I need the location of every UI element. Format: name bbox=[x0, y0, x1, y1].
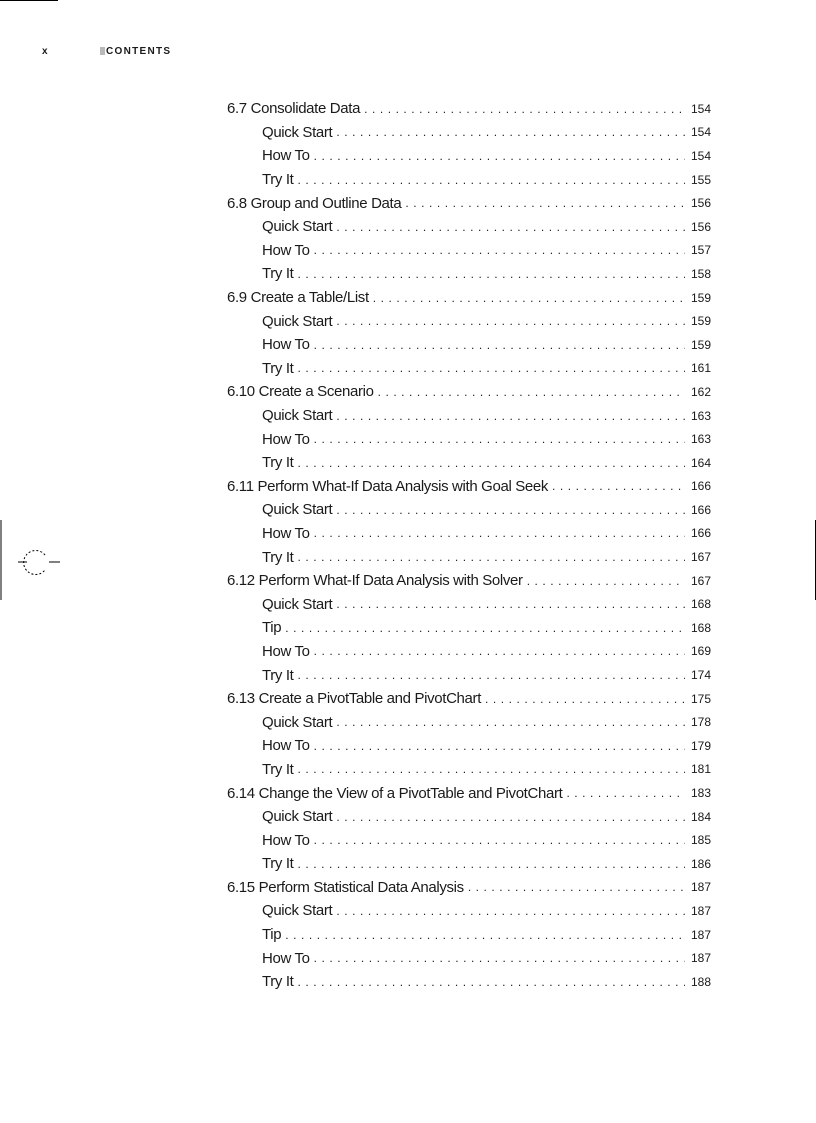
dot-leader bbox=[285, 621, 685, 635]
toc-entry-title: Tip bbox=[262, 619, 282, 637]
toc-page-number: 154 bbox=[690, 125, 711, 140]
toc-entry-title: How To bbox=[262, 949, 310, 967]
toc-entry-title: Try It bbox=[262, 666, 294, 684]
toc-subsection-entry[interactable] bbox=[227, 333, 711, 357]
dot-leader bbox=[336, 715, 685, 729]
toc-subsection-entry[interactable] bbox=[227, 970, 711, 994]
toc-entry-title: Try It bbox=[262, 855, 294, 873]
toc-entry-title: Quick Start bbox=[262, 713, 333, 731]
toc-entry-title: Quick Start bbox=[262, 501, 333, 519]
toc-subsection-entry[interactable] bbox=[227, 616, 711, 640]
toc-page-number: 179 bbox=[690, 738, 711, 753]
toc-subsection-entry[interactable] bbox=[227, 262, 711, 286]
dot-leader bbox=[364, 102, 685, 116]
toc-page-number: 174 bbox=[690, 668, 711, 683]
dot-leader bbox=[468, 880, 685, 894]
toc-entry-title: Quick Start bbox=[262, 407, 333, 425]
toc-page-number: 159 bbox=[690, 290, 711, 305]
toc-page-number: 168 bbox=[690, 597, 711, 612]
toc-page-number: 157 bbox=[690, 243, 711, 258]
dot-leader bbox=[298, 668, 685, 682]
toc-section-entry[interactable] bbox=[227, 687, 711, 711]
toc-subsection-entry[interactable] bbox=[227, 121, 711, 145]
toc-page-number: 185 bbox=[690, 833, 711, 848]
toc-page-number: 175 bbox=[690, 691, 711, 706]
toc-page-number: 187 bbox=[690, 880, 711, 895]
toc-section-entry[interactable] bbox=[227, 286, 711, 310]
toc-entry-title: Try It bbox=[262, 973, 294, 991]
toc-page-number: 154 bbox=[690, 101, 711, 116]
dot-leader bbox=[314, 338, 685, 352]
toc-entry-title: Quick Start bbox=[262, 808, 333, 826]
dot-leader bbox=[336, 220, 685, 234]
toc-entry-title: 6.7 Consolidate Data bbox=[227, 100, 361, 118]
dot-leader bbox=[314, 951, 685, 965]
dot-leader bbox=[336, 409, 685, 423]
dot-leader bbox=[298, 550, 685, 564]
toc-entry-title: Try It bbox=[262, 359, 294, 377]
toc-entry-title: 6.9 Create a Table/List bbox=[227, 289, 369, 307]
toc-page-number: 181 bbox=[690, 762, 711, 777]
toc-entry-title: Quick Start bbox=[262, 595, 333, 613]
toc-page-number: 161 bbox=[690, 361, 711, 376]
toc-entry-title: How To bbox=[262, 642, 310, 660]
toc-subsection-entry[interactable] bbox=[227, 899, 711, 923]
square-bullet-icon bbox=[100, 47, 105, 55]
toc-page-number: 187 bbox=[690, 903, 711, 918]
toc-section-entry[interactable] bbox=[227, 876, 711, 900]
toc-entry-title: Try It bbox=[262, 454, 294, 472]
toc-subsection-entry[interactable] bbox=[227, 710, 711, 734]
toc-page-number: 163 bbox=[690, 432, 711, 447]
toc-page-number: 186 bbox=[690, 856, 711, 871]
toc-page-number: 162 bbox=[690, 384, 711, 399]
toc-subsection-entry[interactable] bbox=[227, 805, 711, 829]
toc-section-entry[interactable] bbox=[227, 380, 711, 404]
toc-subsection-entry[interactable] bbox=[227, 828, 711, 852]
toc-page-number: 167 bbox=[690, 573, 711, 588]
toc-entry-title: 6.15 Perform Statistical Data Analysis bbox=[227, 878, 464, 896]
toc-subsection-entry[interactable] bbox=[227, 545, 711, 569]
toc-subsection-entry[interactable] bbox=[227, 451, 711, 475]
toc-subsection-entry[interactable] bbox=[227, 309, 711, 333]
toc-page-number: 166 bbox=[690, 526, 711, 541]
toc-entry-title: Quick Start bbox=[262, 123, 333, 141]
toc-page-number: 187 bbox=[690, 951, 711, 966]
dot-leader bbox=[336, 314, 685, 328]
toc-entry-title: Quick Start bbox=[262, 218, 333, 236]
dot-leader bbox=[314, 644, 685, 658]
dot-leader bbox=[298, 762, 685, 776]
toc-page-number: 169 bbox=[690, 644, 711, 659]
toc-entry-title: Quick Start bbox=[262, 902, 333, 920]
toc-subsection-entry[interactable] bbox=[227, 592, 711, 616]
toc-page-number: 187 bbox=[690, 927, 711, 942]
toc-entry-title: 6.13 Create a PivotTable and PivotChart bbox=[227, 690, 482, 708]
toc-entry-title: 6.12 Perform What-If Data Analysis with Solver bbox=[227, 572, 523, 590]
dot-leader bbox=[373, 291, 685, 305]
toc-subsection-entry[interactable] bbox=[227, 404, 711, 428]
registration-mark-icon bbox=[0, 520, 64, 600]
toc-entry-title: How To bbox=[262, 430, 310, 448]
toc-entry-title: How To bbox=[262, 336, 310, 354]
toc-section-entry[interactable] bbox=[227, 781, 711, 805]
toc-page-number: 183 bbox=[690, 786, 711, 801]
toc-subsection-entry[interactable] bbox=[227, 734, 711, 758]
toc-entry-title: 6.11 Perform What-If Data Analysis with Goal Seek bbox=[227, 477, 549, 495]
dot-leader bbox=[566, 786, 685, 800]
dot-leader bbox=[285, 928, 685, 942]
toc-subsection-entry[interactable] bbox=[227, 946, 711, 970]
dot-leader bbox=[336, 810, 685, 824]
dot-leader bbox=[314, 526, 685, 540]
toc-entry-title: 6.14 Change the View of a PivotTable and PivotChart bbox=[227, 784, 563, 802]
running-head bbox=[42, 44, 171, 58]
toc-page-number: 163 bbox=[690, 408, 711, 423]
toc-entry-title: How To bbox=[262, 737, 310, 755]
toc-subsection-entry[interactable] bbox=[227, 640, 711, 664]
dot-leader bbox=[485, 692, 685, 706]
toc-entry-title: 6.10 Create a Scenario bbox=[227, 383, 374, 401]
dot-leader bbox=[314, 149, 685, 163]
dot-leader bbox=[336, 904, 685, 918]
toc-page-number: 178 bbox=[690, 715, 711, 730]
toc-page-number: 167 bbox=[690, 550, 711, 565]
toc-entry-title: Quick Start bbox=[262, 312, 333, 330]
toc-section-entry[interactable] bbox=[227, 475, 711, 499]
dot-leader bbox=[405, 196, 685, 210]
dot-leader bbox=[527, 574, 685, 588]
toc-page-number: 184 bbox=[690, 809, 711, 824]
toc-page-number: 164 bbox=[690, 455, 711, 470]
top-rule bbox=[0, 0, 58, 1]
dot-leader bbox=[314, 243, 685, 257]
dot-leader bbox=[298, 975, 685, 989]
toc-entry-title: How To bbox=[262, 147, 310, 165]
toc-subsection-entry[interactable] bbox=[227, 168, 711, 192]
dot-leader bbox=[314, 833, 685, 847]
toc-entry-title: Try It bbox=[262, 265, 294, 283]
toc-page-number: 166 bbox=[690, 502, 711, 517]
toc-entry-title: Try It bbox=[262, 548, 294, 566]
toc-page-number: 158 bbox=[690, 266, 711, 281]
dot-leader bbox=[298, 857, 685, 871]
dot-leader bbox=[314, 739, 685, 753]
toc-entry-title: How To bbox=[262, 524, 310, 542]
toc-page-number: 159 bbox=[690, 314, 711, 329]
dot-leader bbox=[378, 385, 685, 399]
dot-leader bbox=[298, 361, 685, 375]
toc-subsection-entry[interactable] bbox=[227, 852, 711, 876]
toc-page-number: 156 bbox=[690, 196, 711, 211]
toc-page-number: 154 bbox=[690, 148, 711, 163]
dot-leader bbox=[298, 456, 685, 470]
toc-subsection-entry[interactable] bbox=[227, 522, 711, 546]
toc-page-number: 168 bbox=[690, 620, 711, 635]
toc-subsection-entry[interactable] bbox=[227, 758, 711, 782]
toc-page-number: 159 bbox=[690, 337, 711, 352]
toc-page-number: 166 bbox=[690, 479, 711, 494]
toc-subsection-entry[interactable] bbox=[227, 239, 711, 263]
dot-leader bbox=[336, 597, 685, 611]
toc-subsection-entry[interactable] bbox=[227, 923, 711, 947]
dot-leader bbox=[552, 479, 685, 493]
dot-leader bbox=[298, 173, 685, 187]
dot-leader bbox=[336, 503, 685, 517]
toc-subsection-entry[interactable] bbox=[227, 663, 711, 687]
toc-subsection-entry[interactable] bbox=[227, 427, 711, 451]
toc-subsection-entry[interactable] bbox=[227, 357, 711, 381]
toc-section-entry[interactable] bbox=[227, 97, 711, 121]
toc-subsection-entry[interactable] bbox=[227, 215, 711, 239]
dot-leader bbox=[314, 432, 685, 446]
page-folio: x bbox=[42, 45, 49, 57]
toc-subsection-entry[interactable] bbox=[227, 144, 711, 168]
toc-entry-title: How To bbox=[262, 241, 310, 259]
toc-entry-title: Tip bbox=[262, 926, 282, 944]
toc-section-entry[interactable] bbox=[227, 191, 711, 215]
toc-page-number: 156 bbox=[690, 219, 711, 234]
toc-subsection-entry[interactable] bbox=[227, 498, 711, 522]
dot-leader bbox=[298, 267, 685, 281]
toc-entry-title: Try It bbox=[262, 171, 294, 189]
toc-page-number: 155 bbox=[690, 172, 711, 187]
toc-entry-title: 6.8 Group and Outline Data bbox=[227, 194, 402, 212]
toc-entry-title: Try It bbox=[262, 760, 294, 778]
dot-leader bbox=[336, 125, 685, 139]
running-head-title: CONTENTS bbox=[106, 45, 172, 57]
toc-section-entry[interactable] bbox=[227, 569, 711, 593]
toc-page-number: 188 bbox=[690, 974, 711, 989]
table-of-contents bbox=[227, 97, 711, 994]
toc-entry-title: How To bbox=[262, 831, 310, 849]
